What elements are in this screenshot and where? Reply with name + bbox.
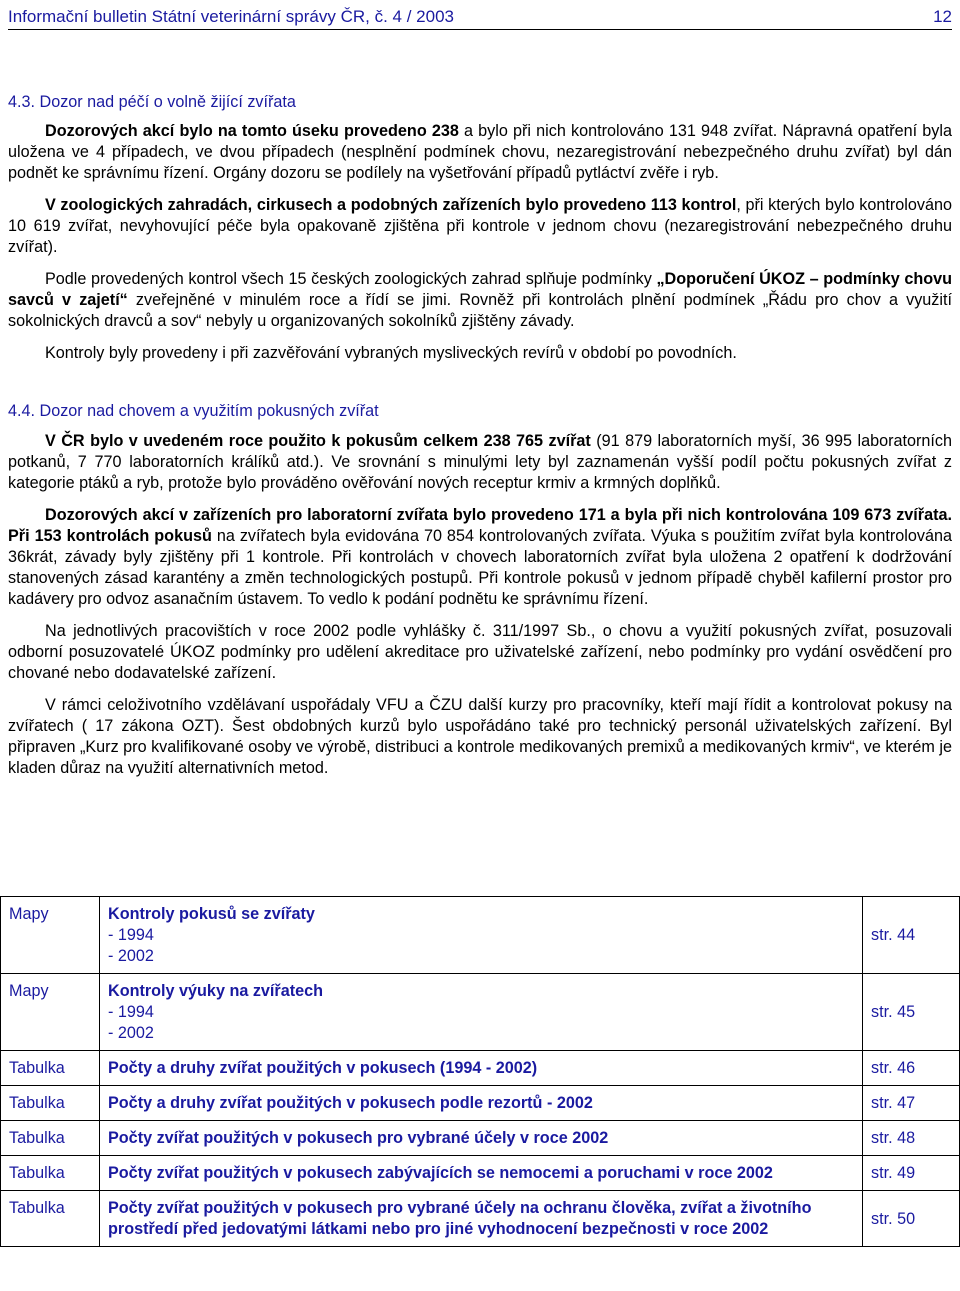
section-heading-4-3: 4.3. Dozor nad péčí o volně žijící zvířata: [8, 93, 296, 111]
reference-row: [1, 897, 960, 974]
reference-page: str. 44: [863, 897, 960, 974]
reference-title-cell: [100, 1051, 863, 1086]
reference-type: Tabulka: [1, 1086, 100, 1121]
reference-title: Počty zvířat použitých v pokusech pro vybrané účely v roce 2002: [108, 1129, 609, 1147]
reference-page: str. 47: [863, 1086, 960, 1121]
references-table: [0, 896, 960, 1247]
reference-type: Mapy: [1, 897, 100, 974]
paragraph: [8, 431, 952, 494]
reference-page: str. 50: [863, 1191, 960, 1247]
reference-title: Počty zvířat použitých v pokusech pro vybrané účely na ochranu člověka, zvířat a životního prostředí před jedovatými látkami nebo pro jiné vyhodnocení bezpečnosti v roce 2002: [108, 1199, 812, 1238]
bold-text: Dozorových akcí bylo na tomto úseku provedeno 238: [45, 122, 459, 140]
reference-type: Tabulka: [1, 1191, 100, 1247]
reference-row: [1, 1191, 960, 1247]
reference-year: - 2002: [108, 1024, 154, 1042]
reference-title-cell: [100, 1156, 863, 1191]
reference-type: Mapy: [1, 974, 100, 1051]
section-heading-4-4: 4.4. Dozor nad chovem a využitím pokusných zvířat: [8, 402, 379, 420]
reference-title: Počty zvířat použitých v pokusech zabývajících se nemocemi a poruchami v roce 2002: [108, 1164, 773, 1182]
reference-year: - 2002: [108, 947, 154, 965]
paragraph: V rámci celoživotního vzdělávaní uspořádaly VFU a ČZU další kurzy pro pracovníky, kteří mají řídit a kontrolovat pokusy na zvířatech ( 17 zákona OZT). Šest obdobných kurzů bylo uspořádáno také pro technický personál uživatelských zařízení. Byl připraven „Kurz pro kvalifikované osoby ve výrobě, distribuci a kontrole medikovaných premixů a medikovaných krmiv“, ve kterém je kladen důraz na využití alternativních metod.: [8, 696, 952, 777]
reference-title: Počty a druhy zvířat použitých v pokusech podle rezortů - 2002: [108, 1094, 593, 1112]
reference-title: Kontroly pokusů se zvířaty: [108, 905, 315, 923]
paragraph: [8, 505, 952, 610]
page-header: [8, 5, 952, 30]
paragraph: Na jednotlivých pracovištích v roce 2002 podle vyhlášky č. 311/1997 Sb., o chovu a využití pokusných zvířat, posuzovali odborní posuzovatelé ÚKOZ podmínky pro udělení akreditace pro uživatelské zařízení, nebo podmínky pro vydání osvědčení pro chované nebo dodavatelské zařízení.: [8, 622, 952, 682]
bulletin-title: Informační bulletin Státní veterinární správy ČR, č. 4 / 2003: [8, 7, 454, 26]
paragraph-text: a bylo při nich kontrolováno 131 948 zvířat. Nápravná opatření byla uložena ve 4 případech, ve dvou případech (nesplnění podmínek chovu, nezaregistrování nebezpečného druhu zvířat) byl dán podnět ke správnímu řízení. Orgány dozoru se podílely na vyšetřování případů pytláctví zvěře i ryb.: [8, 122, 952, 182]
reference-title-cell: [100, 1086, 863, 1121]
reference-row: [1, 1156, 960, 1191]
reference-page: str. 48: [863, 1121, 960, 1156]
paragraph-text: Podle provedených kontrol všech 15 českých zoologických zahrad splňuje podmínky: [45, 270, 657, 288]
reference-year: - 1994: [108, 1003, 154, 1021]
paragraph: [8, 269, 952, 332]
paragraph: [8, 195, 952, 258]
reference-title-cell: [100, 1121, 863, 1156]
reference-page: str. 46: [863, 1051, 960, 1086]
reference-title: Kontroly výuky na zvířatech: [108, 982, 324, 1000]
reference-type: Tabulka: [1, 1051, 100, 1086]
reference-title-cell: [100, 897, 863, 974]
paragraph-text: , při kterých bylo kontrolováno 10 619 zvířat, nevyhovující péče byla opakovaně zjištěna při kontrole v jednom chovu (nezaregistrování nebezpečného druhu zvířat).: [8, 196, 952, 256]
paragraph-text: (91 879 laboratorních myší, 36 995 laboratorních potkanů, 7 770 laboratorních králíků atd.). Ve srovnání s minulými lety byl zaznamenán vyšší podíl počtu pokusných zvířat z kategorie ptáků a ryb, protože bylo prováděno ověřování nových receptur krmiv a krmných doplňků.: [8, 432, 952, 492]
main-content: [8, 92, 952, 790]
reference-row: [1, 1086, 960, 1121]
reference-row: [1, 1051, 960, 1086]
reference-row: [1, 1121, 960, 1156]
reference-title: Počty a druhy zvířat použitých v pokusech (1994 - 2002): [108, 1059, 538, 1077]
reference-title-cell: [100, 1191, 863, 1247]
bold-text: V zoologických zahradách, cirkusech a podobných zařízeních bylo provedeno 113 kontrol: [45, 196, 737, 214]
bold-text: V ČR bylo v uvedeném roce použito k pokusům celkem 238 765 zvířat: [45, 432, 591, 450]
page-number: 12: [933, 7, 952, 26]
reference-page: str. 45: [863, 974, 960, 1051]
reference-type: Tabulka: [1, 1156, 100, 1191]
paragraph-text: zveřejněné v minulém roce a řídí se jimi. Rovněž při kontrolách plnění podmínek „Řádu pro chov a využití sokolnických dravců a sov“ nebyly u organizovaných sokolníků zjištěny závady.: [8, 291, 952, 330]
reference-year: - 1994: [108, 926, 154, 944]
reference-row: [1, 974, 960, 1051]
bold-text: „Doporučení ÚKOZ – podmínky chovu savců v zajetí“: [8, 270, 952, 309]
bold-text: Dozorových akcí v zařízeních pro laboratorní zvířata bylo provedeno 171 a byla při nich kontrolována 109 673 zvířata. Při 153 kontrolách pokusů: [8, 506, 952, 545]
reference-type: Tabulka: [1, 1121, 100, 1156]
paragraph: Kontroly byly provedeny i při zazvěřování vybraných mysliveckých revírů v období po povodních.: [45, 344, 737, 362]
reference-title-cell: [100, 974, 863, 1051]
paragraph: [8, 121, 952, 184]
paragraph-text: na zvířatech byla evidována 70 854 kontrolovaných zvířata. Výuka s použitím zvířat byla kontrolována 36krát, závady byly zjištěny při 1 kontrole. Při kontrolách v chovech laboratorních zvířat byla uložena 2 opatření k dodržování stanovených zásad karantény a změn technologických postupů. Při kontrole pokusů v jednom případě chyběl kafilerní prostor pro kadávery pro odvoz asanačním ústavem. To vedlo k podání podnětu ke správnímu řízení.: [8, 527, 952, 608]
reference-page: str. 49: [863, 1156, 960, 1191]
